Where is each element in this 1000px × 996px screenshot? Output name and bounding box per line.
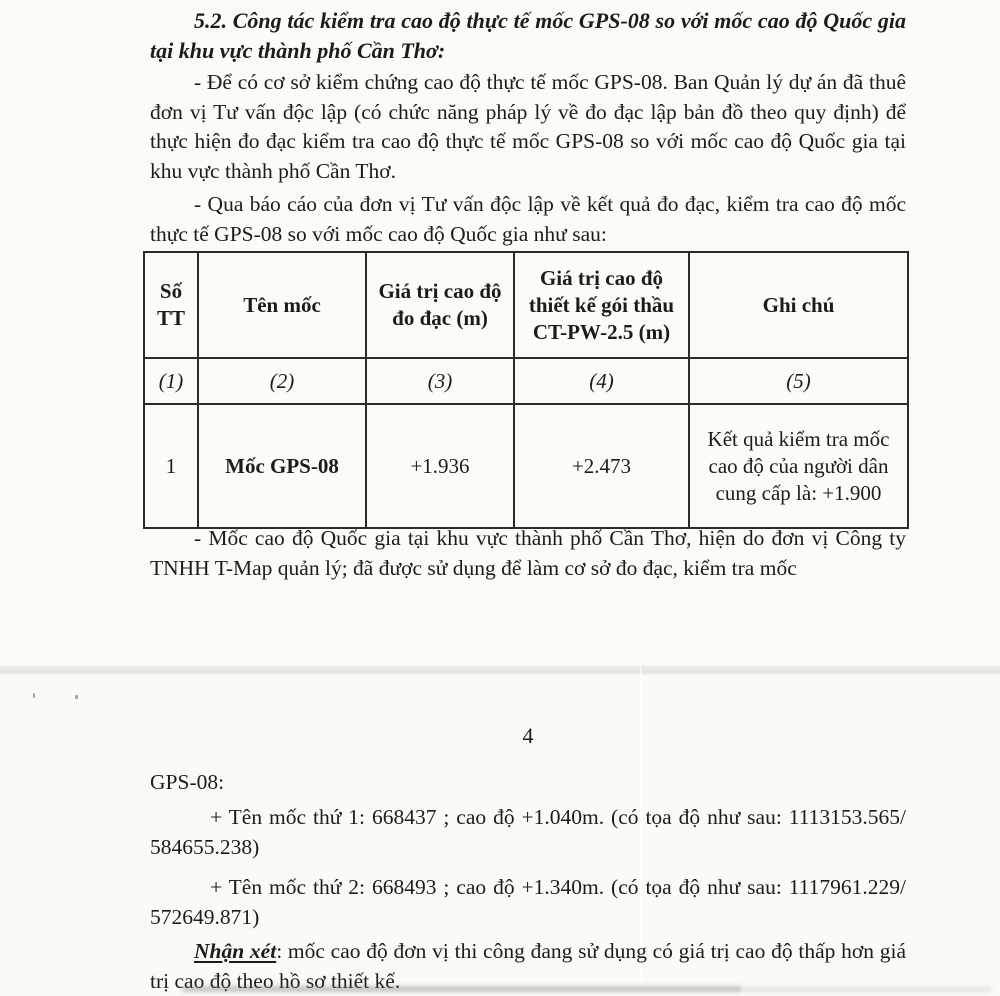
cell-note: Kết quả kiểm tra mốc cao độ của người dân cung cấp là: +1.900 [689,404,908,528]
remark-text: : mốc cao độ đơn vị thi công đang sử dụng có giá trị cao độ thấp hơn giá trị cao độ theo hồ sơ thiết kế. [150,939,906,993]
paragraph-national-benchmark: - Mốc cao độ Quốc gia tại khu vực thành phố Cần Thơ, hiện do đơn vị Công ty TNHH T-Map quản lý; đã được sử dụng để làm cơ sở đo đạc, kiểm tra mốc [150,526,906,580]
col-number: (4) [514,358,689,404]
paragraph-benchmark-1: + Tên mốc thứ 1: 668437 ; cao độ +1.040m. (có tọa độ như sau: 1113153.565/ 584655.238) [150,805,906,859]
paragraph-benchmark-2: + Tên mốc thứ 2: 668493 ; cao độ +1.340m. (có tọa độ như sau: 1117961.229/ 572649.871) [150,875,906,929]
section-heading: 5.2. Công tác kiểm tra cao độ thực tế mốc GPS-08 so với mốc cao độ Quốc gia tại khu vực thành phố Cần Thơ: [150,8,906,63]
header-gia-tri-thiet-ke: Giá trị cao độ thiết kế gói thầu CT-PW-2.5 (m) [514,252,689,358]
header-so-tt: Số TT [144,252,198,358]
cutoff-text-artifact [742,987,992,992]
table-header-row [144,252,908,358]
col-number: (3) [366,358,514,404]
col-number: (1) [144,358,198,404]
table-row [144,404,908,528]
remark-label: Nhận xét [194,939,277,963]
paragraph-report-intro: - Qua báo cáo của đơn vị Tư vấn độc lập về kết quả đo đạc, kiểm tra cao độ mốc thực tế GPS-08 so với mốc cao độ Quốc gia như sau: [150,192,906,246]
cell-moc-name: Mốc GPS-08 [198,404,366,528]
col-number: (5) [689,358,908,404]
col-number: (2) [198,358,366,404]
scan-artifact-vertical-streak [640,602,642,994]
paragraph-verification-basis: - Để có cơ sở kiểm chứng cao độ thực tế mốc GPS-08. Ban Quản lý dự án đã thuê đơn vị Tư vấn độc lập (có chức năng pháp lý về đo đạc lập bản đồ theo quy định) để thực hiện đo đạc kiểm tra cao độ thực tế mốc GPS-08 so với mốc cao độ Quốc gia tại khu vực thành phố Cần Thơ. [150,70,906,183]
cell-stt: 1 [144,404,198,528]
elevation-comparison-table [143,251,909,529]
cell-measured-elevation: +1.936 [366,404,514,528]
cutoff-text-artifact [182,986,742,992]
cell-design-elevation: +2.473 [514,404,689,528]
header-ten-moc: Tên mốc [198,252,366,358]
table-column-number-row [144,358,908,404]
header-ghi-chu: Ghi chú [689,252,908,358]
scan-artifact-speck [33,693,35,698]
page-number: 4 [522,723,534,748]
gps-label-line: GPS-08: [150,770,225,794]
header-gia-tri-do-dac: Giá trị cao độ đo đạc (m) [366,252,514,358]
scan-artifact-speck [75,695,78,699]
